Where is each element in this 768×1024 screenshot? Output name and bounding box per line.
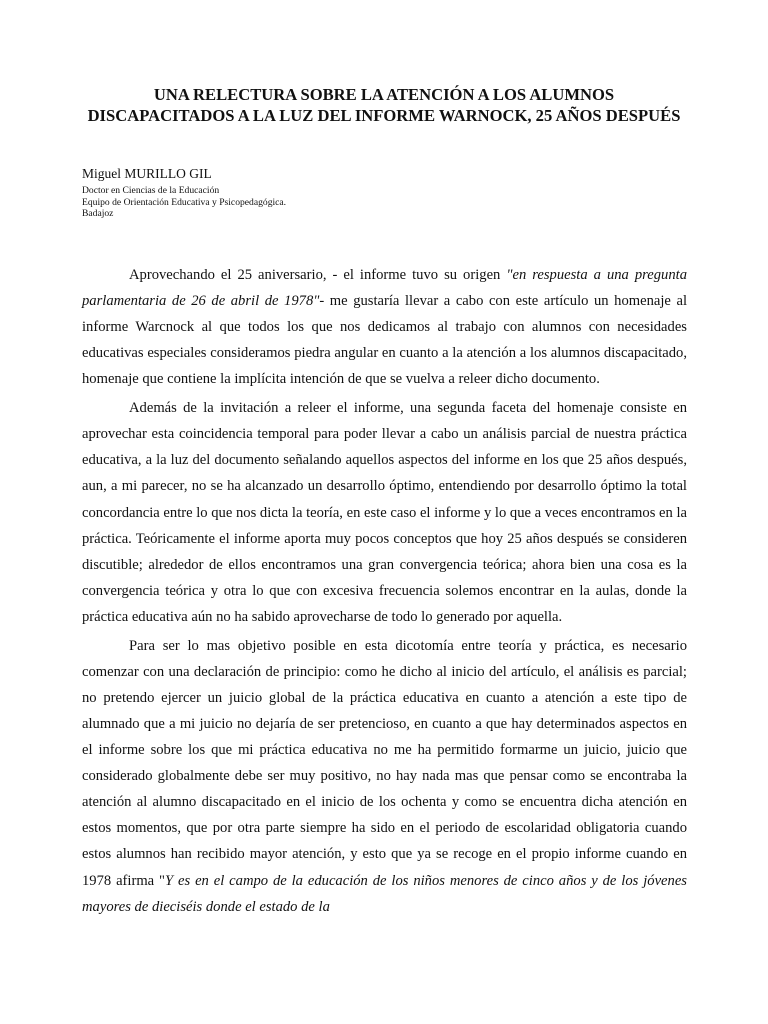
author-affiliation-team: Equipo de Orientación Educativa y Psicopedagógica. (82, 196, 287, 208)
author-affiliation-city: Badajoz (82, 208, 114, 219)
paragraph-2 (82, 395, 687, 630)
paragraph-1 (82, 262, 687, 392)
paragraph-1-text-b: - me gustaría llevar a cabo con este artículo un homenaje al informe Warcnock al que todos los que nos dedicamos al trabajo con alumnos con necesidades educativas especiales consideramos piedra angular en cuanto a la atención a los alumnos discapacitado, homenaje que contiene la implícita intención de que se vuelva a releer dicho documento. (82, 293, 687, 388)
article-title: UNA RELECTURA SOBRE LA ATENCIÓN A LOS ALUMNOS DISCAPACITADOS A LA LUZ DEL INFORME WARNOCK, 25 AÑOS DESPUÉS (87, 85, 681, 125)
paragraph-3-text: Para ser lo mas objetivo posible en esta dicotomía entre teoría y práctica, es necesario comenzar con una declaración de principio: como he dicho al inicio del artículo, el análisis es parcial; no pretendo ejercer un juicio global de la práctica educativa en cuanto a atención a este tipo de alumnado que a mi juicio no dejaría de ser pretencioso, en cuanto a que hay determinados aspectos en el informe sobre los que mi práctica educativa no me ha permitido formarme un juicio, juicio que considerado globalmente debe ser muy positivo, no hay nada mas que pensar como se encontraba la atención al alumno discapacitado en el inicio de los ochenta y como se encuentra dicha atención en estos momentos, que por otra parte siempre ha sido en el periodo de escolaridad obligatoria cuando estos alumnos han recibido mayor atención, y esto que ya se recoge en el propio informe cuando en 1978 afirma " (82, 637, 687, 889)
paragraph-1-text-a: Aprovechando el 25 aniversario, - el informe tuvo su origen (129, 267, 507, 283)
author-name: Miguel MURILLO GIL (82, 166, 212, 181)
paragraph-2-text: Además de la invitación a releer el informe, una segunda faceta del homenaje consiste en aprovechar esta coincidencia temporal para poder llevar a cabo un análisis parcial de nuestra práctica educativa, a la luz del documento señalando aquellos aspectos del informe en los que 25 años después, aun, a mi parecer, no se ha alcanzado un desarrollo óptimo, entendiendo por desarrollo óptimo la total concordancia entre lo que nos dicta la teoría, en este caso el informe y lo que a veces encontramos en la práctica. Teóricamente el informe aporta muy pocos conceptos que hoy 25 años después se consideren discutible; alrededor de ellos encontramos una gran convergencia teórica; ahora bien una cosa es la convergencia teórica y otra lo que con excesiva frecuencia solemos encontrar en la aulas, donde la práctica educativa aún no ha sabido aprovecharse de todo lo generado por aquella. (82, 400, 687, 625)
author-affiliation-degree: Doctor en Ciencias de la Educación (82, 185, 220, 196)
paragraph-1-quote: "en respuesta a una pregunta parlamentaria de 26 de abril de 1978" (82, 267, 687, 310)
paragraph-3-quote: Y es en el campo de la educación de los niños menores de cinco años y de los jóvenes mayores de dieciséis donde el estado de la (82, 872, 687, 915)
author-block (82, 165, 682, 220)
paragraph-3 (82, 633, 687, 920)
article-body (82, 262, 687, 922)
